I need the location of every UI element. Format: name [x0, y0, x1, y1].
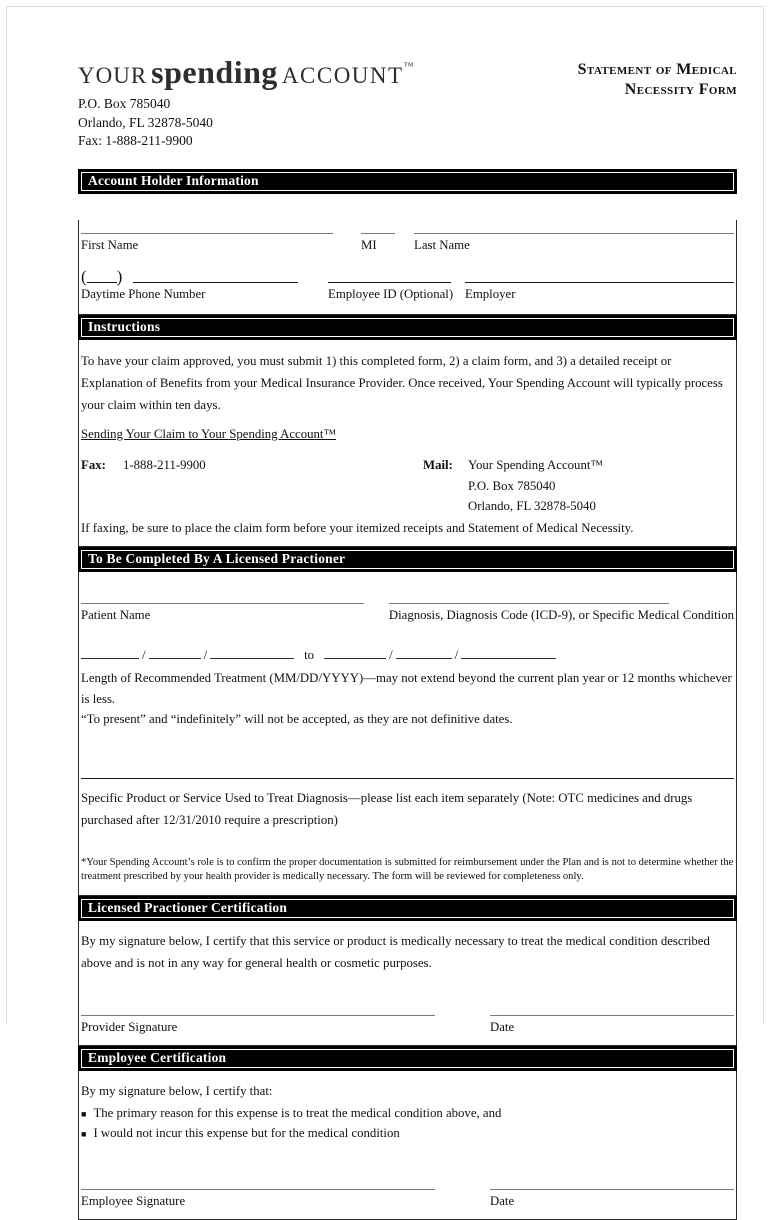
end-year-input-line[interactable] [461, 645, 556, 659]
area-code-input-line[interactable] [87, 269, 117, 283]
employee-signature-input-line[interactable] [81, 1176, 435, 1190]
provider-date-label: Date [490, 1020, 515, 1035]
provider-signature-input-line[interactable] [81, 1002, 435, 1016]
address-line: P.O. Box 785040 [78, 96, 171, 111]
section-provider-cert [78, 921, 737, 1046]
section-instructions [78, 340, 737, 547]
fax-info [81, 455, 423, 517]
fax-number: 1-888-211-9900 [123, 457, 206, 472]
provider-date-field [490, 1002, 734, 1035]
bullet-text: I would not incur this expense but for the medical condition [93, 1126, 400, 1141]
mail-address [468, 455, 603, 517]
last-name-input-line[interactable] [414, 220, 734, 234]
end-day-input-line[interactable] [396, 645, 452, 659]
patient-name-field [81, 590, 364, 623]
last-name-field [414, 220, 734, 253]
address-line: Fax: 1-888-211-9900 [78, 133, 193, 149]
treatment-length-line1: Length of Recommended Treatment (MM/DD/YYYY)—may not extend beyond the current plan year or 12 months whichever is less. [81, 671, 732, 706]
employee-id-field [328, 269, 454, 302]
provider-signature-label: Provider Signature [81, 1020, 178, 1035]
phone-field [81, 266, 298, 302]
product-label: Specific Product or Service Used to Treat Diagnosis—please list each item separately (Note: OTC medicines and drugs purchased after 12/31/2010 require a prescription) [81, 791, 693, 827]
diagnosis-input-line[interactable] [389, 590, 669, 604]
company-logo [78, 56, 413, 88]
employer-input-line[interactable] [465, 269, 734, 283]
treatment-length-line2: “To present” and “indefinitely” will not be accepted, as they are not definitive dates. [81, 711, 513, 726]
date-slash: / [389, 648, 393, 663]
employer-label: Employer [465, 286, 516, 301]
logo-word-your: YOUR [78, 63, 148, 88]
role-footnote: *Your Spending Account’s role is to confirm the proper documentation is submitted for reimbursement under the Plan and is not to determine whether the treatment prescribed by your health provider is medically necessary. The form will be reviewed for completeness only. [81, 856, 734, 883]
mail-info [423, 455, 603, 517]
mail-address-line: P.O. Box 785040 [468, 478, 556, 493]
employer-field [465, 269, 734, 302]
patient-name-label: Patient Name [81, 608, 151, 623]
sending-claim-heading: Sending Your Claim to Your Spending Account™ [81, 426, 336, 441]
employee-signature-field [81, 1176, 435, 1209]
bullet-square-icon: ■ [81, 1129, 87, 1140]
section-header-provider-cert: Licensed Practioner Certification [78, 896, 737, 921]
phone-paren-open: ( [81, 266, 87, 286]
employee-cert-intro: By my signature below, I certify that: [81, 1084, 273, 1099]
employee-date-label: Date [490, 1194, 515, 1209]
mi-input-line[interactable] [361, 220, 395, 234]
phone-label: Daytime Phone Number [81, 286, 206, 301]
mi-field [361, 220, 395, 253]
section-employee-cert [78, 1071, 737, 1220]
provider-date-input-line[interactable] [490, 1002, 734, 1016]
bullet-item [81, 1124, 734, 1144]
date-slash: / [454, 648, 459, 663]
document-title-line1: Statement of Medical [577, 61, 737, 78]
logo-word-spending: spending [151, 54, 278, 90]
employee-date-field [490, 1176, 734, 1209]
start-year-input-line[interactable] [210, 645, 294, 659]
bullet-square-icon: ■ [81, 1109, 87, 1120]
section-header-practitioner: To Be Completed By A Licensed Practioner [78, 547, 737, 572]
employee-cert-bullets [81, 1104, 734, 1144]
faxing-note: If faxing, be sure to place the claim form before your itemized receipts and Statement of Medical Necessity. [81, 521, 634, 536]
date-slash: / [142, 648, 146, 663]
start-month-input-line[interactable] [81, 645, 139, 659]
date-slash: / [203, 648, 208, 663]
bullet-text: The primary reason for this expense is to treat the medical condition above, and [93, 1106, 502, 1121]
start-day-input-line[interactable] [149, 645, 201, 659]
phone-paren-close: ) [116, 266, 123, 286]
fax-label: Fax: [81, 457, 106, 472]
section-header-instructions: Instructions [78, 315, 737, 340]
provider-signature-field [81, 1002, 435, 1035]
mi-label: MI [361, 237, 377, 252]
logo-trademark: ™ [403, 61, 414, 72]
first-name-label: First Name [81, 237, 139, 252]
address-line: Orlando, FL 32878-5040 [78, 114, 213, 130]
bullet-item [81, 1104, 734, 1124]
date-range-to: to [304, 648, 315, 663]
section-practitioner [78, 572, 737, 896]
product-field [81, 765, 734, 784]
logo-word-account: ACCOUNT [281, 63, 404, 88]
treatment-dates-row [81, 645, 734, 663]
section-account-holder [78, 220, 737, 315]
header-left [78, 56, 413, 151]
mail-address-line: Orlando, FL 32878-5040 [468, 499, 596, 514]
mail-label: Mail: [423, 457, 453, 472]
section-header-account-holder: Account Holder Information [78, 169, 737, 194]
mail-address-line: Your Spending Account™ [468, 457, 603, 472]
treatment-length-note [81, 668, 734, 729]
employee-date-input-line[interactable] [490, 1176, 734, 1190]
first-name-input-line[interactable] [81, 220, 333, 234]
employee-id-label: Employee ID (Optional) [328, 286, 454, 301]
end-month-input-line[interactable] [324, 645, 386, 659]
diagnosis-label: Diagnosis, Diagnosis Code (ICD-9), or Specific Medical Condition [388, 608, 734, 623]
diagnosis-field [389, 590, 734, 623]
employee-id-input-line[interactable] [328, 269, 451, 283]
provider-cert-text: By my signature below, I certify that this service or product is medically necessary to treat the medical condition described above and is not in any way for general health or cosmetic purposes. [81, 934, 710, 971]
company-address [78, 95, 413, 151]
instructions-paragraph: To have your claim approved, you must submit 1) this completed form, 2) a claim form, and 3) a detailed receipt or Explanation of Benefits from your Medical Insurance Provider. Once received, Your Spending Account will typically process your claim within ten days. [81, 353, 723, 412]
product-input-line[interactable] [81, 765, 734, 779]
patient-name-input-line[interactable] [81, 590, 364, 604]
phone-input-line[interactable] [133, 269, 298, 283]
employee-signature-label: Employee Signature [81, 1194, 186, 1209]
first-name-field [81, 220, 333, 253]
page-header [78, 56, 737, 151]
section-header-employee-cert: Employee Certification [78, 1046, 737, 1071]
document-title-line2: Necessity Form [624, 81, 737, 98]
last-name-label: Last Name [414, 237, 470, 252]
document-title [578, 56, 737, 100]
